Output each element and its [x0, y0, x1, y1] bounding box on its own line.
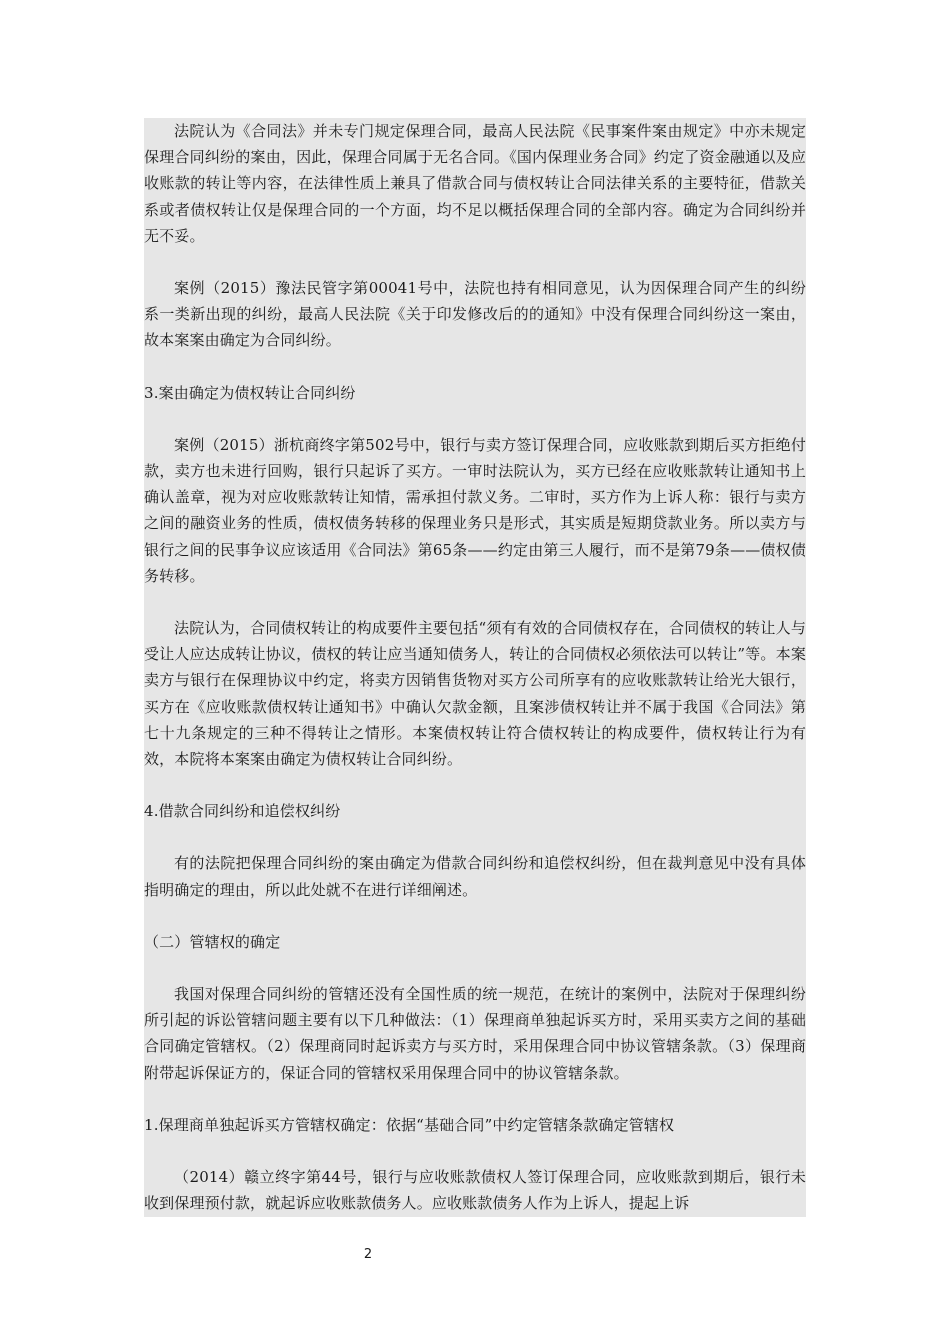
paragraph-gap: [144, 903, 806, 929]
paragraph-gap: [144, 249, 806, 275]
paragraph-gap: [144, 1086, 806, 1112]
paragraph: 案例（2015）豫法民管字第00041号中，法院也持有相同意见，认为因保理合同产生的纠纷系一类新出现的纠纷，最高人民法院《关于印发修改后的的通知》中没有保理合同纠纷这一案由，故本案案由确定为合同纠纷。: [144, 279, 806, 350]
paragraph: 法院认为《合同法》并未专门规定保理合同，最高人民法院《民事案件案由规定》中亦未规定保理合同纠纷的案由，因此，保理合同属于无名合同。《国内保理业务合同》约定了资金融通以及应收账款的转让等内容，在法律性质上兼具了借款合同与债权转让合同法律关系的主要特征，借款关系或者债权转让仅是保理合同的一个方面，均不足以概括保理合同的全部内容。确定为合同纠纷并无不妥。: [144, 122, 806, 245]
section-heading: 1.保理商单独起诉买方管辖权确定：依据“基础合同”中约定管辖条款确定管辖权: [144, 1115, 675, 1134]
paragraph-gap: [144, 406, 806, 432]
paragraph-gap: [144, 589, 806, 615]
paragraph: 案例（2015）浙杭商终字第502号中，银行与卖方签订保理合同，应收账款到期后买方拒绝付款，卖方也未进行回购，银行只起诉了买方。一审时法院认为，买方已经在应收账款转让通知书上确认盖章，视为对应收账款转让知情，需承担付款义务。二审时，买方作为上诉人称：银行与卖方之间的融资业务的性质，债权债务转移的保理业务只是形式，其实质是短期贷款业务。所以卖方与银行之间的民事争议应该适用《合同法》第65条——约定由第三人履行，而不是第79条——债权债务转移。: [144, 435, 806, 585]
paragraph: 有的法院把保理合同纠纷的案由确定为借款合同纠纷和追偿权纠纷，但在裁判意见中没有具体指明确定的理由，所以此处就不在进行详细阐述。: [144, 854, 806, 899]
section-heading: 3.案由确定为债权转让合同纠纷: [144, 383, 356, 402]
page-number-label: 2: [363, 1247, 373, 1262]
paragraph-gap: [144, 955, 806, 981]
section-heading: 4.借款合同纠纷和追偿权纠纷: [144, 802, 341, 821]
page-number: [0, 1247, 950, 1262]
paragraph: （2014）赣立终字第44号，银行与应收账款债权人签订保理合同，应收账款到期后，银行未收到保理预付款，就起诉应收账款债务人。应收账款债务人作为上诉人，提起上诉: [144, 1168, 806, 1213]
paragraph: 法院认为，合同债权转让的构成要件主要包括“须有有效的合同债权存在，合同债权的转让人与受让人应达成转让协议，债权的转让应当通知债务人，转让的合同债权必须依法可以转让”等。本案卖方与银行在保理协议中约定，将卖方因销售货物对买方公司所享有的应收账款转让给光大银行，买方在《应收账款债权转让通知书》中确认欠款金额，且案涉债权转让并不属于我国《合同法》第七十九条规定的三种不得转让之情形。本案债权转让符合债权转让的构成要件，债权转让行为有效，本院将本案案由确定为债权转让合同纠纷。: [144, 619, 806, 769]
paragraph-gap: [144, 354, 806, 380]
paragraph-gap: [144, 1138, 806, 1164]
paragraph: 我国对保理合同纠纷的管辖还没有全国性质的统一规范，在统计的案例中，法院对于保理纠纷所引起的诉讼管辖问题主要有以下几种做法：（1）保理商单独起诉买方时，采用买卖方之间的基础合同确定管辖权。（2）保理商同时起诉卖方与买方时，采用保理合同中协议管辖条款。（3）保理商附带起诉保证方的，保证合同的管辖权采用保理合同中的协议管辖条款。: [144, 985, 806, 1082]
document-body: [144, 118, 806, 1217]
section-heading: （二）管辖权的确定: [144, 932, 281, 951]
paragraph-gap: [144, 824, 806, 850]
paragraph-gap: [144, 772, 806, 798]
